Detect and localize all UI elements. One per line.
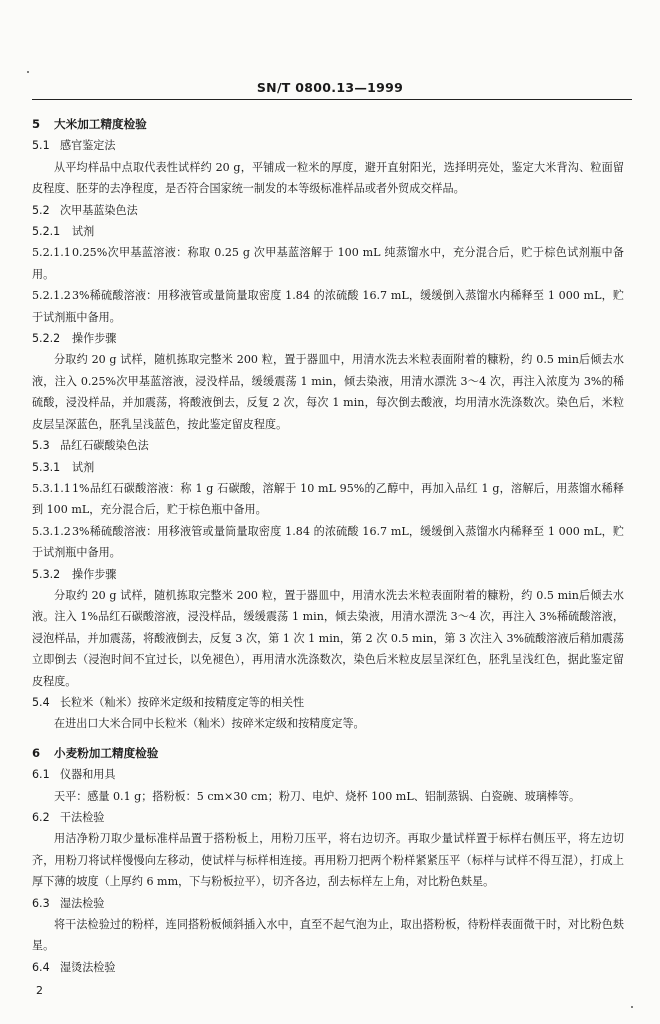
scan-speck bbox=[27, 71, 29, 73]
document-body bbox=[32, 104, 624, 978]
clause-title: 试剂 bbox=[72, 225, 95, 239]
subsection-title: 品红石碳酸染色法 bbox=[60, 439, 149, 453]
subsection-number: 5.3 bbox=[32, 439, 50, 453]
subsection-heading bbox=[32, 764, 624, 785]
section-heading bbox=[32, 114, 624, 135]
section-heading bbox=[32, 743, 624, 764]
subsection-title: 次甲基蓝染色法 bbox=[60, 203, 138, 217]
clause-number: 5.2.2 bbox=[32, 332, 61, 346]
subsection-title: 感官鉴定法 bbox=[60, 139, 116, 153]
subsection-heading bbox=[32, 200, 624, 221]
body-paragraph: 从平均样品中点取代表性试样约 20 g，平铺成一粒米的厚度，避开直射阳光，选择明亮处，鉴定大米背沟、粒面留皮程度、胚芽的去净程度，是否符合国家统一制发的本等级标准样品或者外贸成交样品。 bbox=[32, 160, 624, 196]
subsection-number: 6.2 bbox=[32, 811, 50, 824]
subsection-title: 湿法检验 bbox=[60, 896, 105, 910]
section-title: 大米加工精度检验 bbox=[54, 117, 147, 131]
clause-title: 操作步骤 bbox=[72, 332, 117, 346]
clause-text: 1%品红石碳酸溶液：称 1 g 石碳酸，溶解于 10 mL 95%的乙醇中，再加入品红 1 g，溶解后，用蒸馏水稀释到 100 mL，充分混合后，贮于棕色瓶中备用。 bbox=[32, 481, 624, 517]
body-paragraph: 分取约 20 g 试样，随机拣取完整米 200 粒，置于器皿中，用清水洗去米粒表面附着的糠粉，约 0.5 min后倾去水液。注入 1%品红石碳酸溶液，浸没样品，缓缓震荡 1 min，倾去染液，用清水漂洗 3～4 次，再注入 3%稀硫酸溶液，浸泡样品，并加震荡，将酸液倒去，反复 3 次，第 1 次 1 min，第 2 次 0.5 min，第 3 次注入 3%硫酸溶液后稍加震荡立即倒去（浸泡时间不宜过长，以免褪色），再用清水洗涤数次，染色后米粒皮层呈深红色，胚乳呈浅红色，据此鉴定留皮程度。 bbox=[32, 588, 624, 688]
clause-title: 操作步骤 bbox=[72, 567, 117, 581]
subsection-number: 5.1 bbox=[32, 139, 50, 153]
clause-number: 5.2.1 bbox=[32, 225, 61, 239]
subsection-title: 长粒米（籼米）按碎米定级和按精度定等的相关性 bbox=[60, 695, 305, 709]
clause-number: 5.3.1.1 bbox=[32, 481, 71, 495]
subsection-number: 5.4 bbox=[32, 695, 50, 709]
subsection-number: 5.2 bbox=[32, 203, 50, 217]
clause-heading bbox=[32, 457, 624, 478]
subsection-title: 干法检验 bbox=[60, 811, 105, 824]
standard-number-header: SN/T 0800.13—1999 bbox=[256, 80, 404, 95]
body-paragraph: 将干法检验过的粉样，连同搭粉板倾斜插入水中，直至不起气泡为止，取出搭粉板，待粉样表面微干时，对比粉色麸星。 bbox=[32, 918, 624, 953]
clause-heading bbox=[32, 328, 624, 349]
subsection-number: 6.1 bbox=[32, 768, 50, 782]
clause-text: 0.25%次甲基蓝溶液：称取 0.25 g 次甲基蓝溶解于 100 mL 纯蒸馏水中，充分混合后，贮于棕色试剂瓶中备用。 bbox=[32, 246, 624, 281]
body-paragraph: 在进出口大米合同中长粒米（籼米）按碎米定级和按精度定等。 bbox=[54, 717, 365, 731]
body-paragraph: 天平：感量 0.1 g；搭粉板：5 cm×30 cm；粉刀、电炉、烧杯 100 mL、铝制蒸锅、白瓷碗、玻璃棒等。 bbox=[54, 789, 581, 803]
clause-number: 5.2.1.2 bbox=[32, 289, 71, 303]
subsection-number: 6.4 bbox=[32, 960, 50, 974]
subsection-heading bbox=[32, 135, 624, 156]
subsection-title: 湿烫法检验 bbox=[60, 960, 116, 974]
subsection-heading bbox=[32, 807, 624, 828]
clause-heading bbox=[32, 221, 624, 242]
subsection-heading bbox=[32, 957, 624, 978]
clause-number: 5.3.2 bbox=[32, 567, 61, 581]
scan-speck bbox=[631, 1006, 633, 1008]
section-number: 5 bbox=[32, 117, 41, 131]
clause-heading bbox=[32, 564, 624, 585]
numbered-clause bbox=[32, 242, 624, 285]
section-number: 6 bbox=[32, 745, 41, 760]
body-paragraph: 用洁净粉刀取少量标准样品置于搭粉板上，用粉刀压平，将右边切齐。再取少量试样置于标样右侧压平，将左边切齐，用粉刀将试样慢慢向左移动，使试样与标样相连接。再用粉刀把两个粉样紧紧压平（标样与试样不得互混），打成上厚下薄的坡度（上厚约 6 mm，下与粉板拉平），切齐各边，刮去标样左上角，对比粉色麸星。 bbox=[32, 832, 624, 889]
clause-number: 5.3.1 bbox=[32, 460, 61, 474]
subsection-number: 6.3 bbox=[32, 896, 50, 910]
section-title: 小麦粉加工精度检验 bbox=[54, 745, 159, 760]
subsection-heading bbox=[32, 692, 624, 713]
clause-number: 5.3.1.2 bbox=[32, 524, 71, 538]
subsection-heading bbox=[32, 435, 624, 456]
numbered-clause bbox=[32, 285, 624, 328]
page-number: 2 bbox=[36, 984, 43, 997]
header-rule bbox=[32, 99, 632, 100]
clause-number: 5.2.1.1 bbox=[32, 246, 71, 260]
clause-text: 3%稀硫酸溶液：用移液管或量筒量取密度 1.84 的浓硫酸 16.7 mL，缓缓倒入蒸馏水内稀释至 1 000 mL，贮于试剂瓶中备用。 bbox=[32, 524, 624, 560]
subsection-heading bbox=[32, 893, 624, 914]
numbered-clause bbox=[32, 521, 624, 564]
numbered-clause bbox=[32, 478, 624, 521]
body-paragraph: 分取约 20 g 试样，随机拣取完整米 200 粒，置于器皿中，用清水洗去米粒表面附着的糠粉，约 0.5 min后倾去水液，注入 0.25%次甲基蓝溶液，浸没样品，缓缓震荡 1 min，倾去染液，用清水漂洗 3～4 次，再注入浓度为 3%的稀硫酸，浸没样品，并加震荡，将酸液倒去，反复 2 次，每次 1 min，每次倒去酸液，均用清水洗涤数次。染色后，米粒皮层呈深蓝色，胚乳呈浅蓝色，按此鉴定留皮程度。 bbox=[32, 353, 624, 431]
clause-title: 试剂 bbox=[72, 460, 95, 474]
subsection-title: 仪器和用具 bbox=[60, 768, 116, 782]
clause-text: 3%稀硫酸溶液：用移液管或量筒量取密度 1.84 的浓硫酸 16.7 mL，缓缓倒入蒸馏水内稀释至 1 000 mL，贮于试剂瓶中备用。 bbox=[32, 289, 624, 324]
